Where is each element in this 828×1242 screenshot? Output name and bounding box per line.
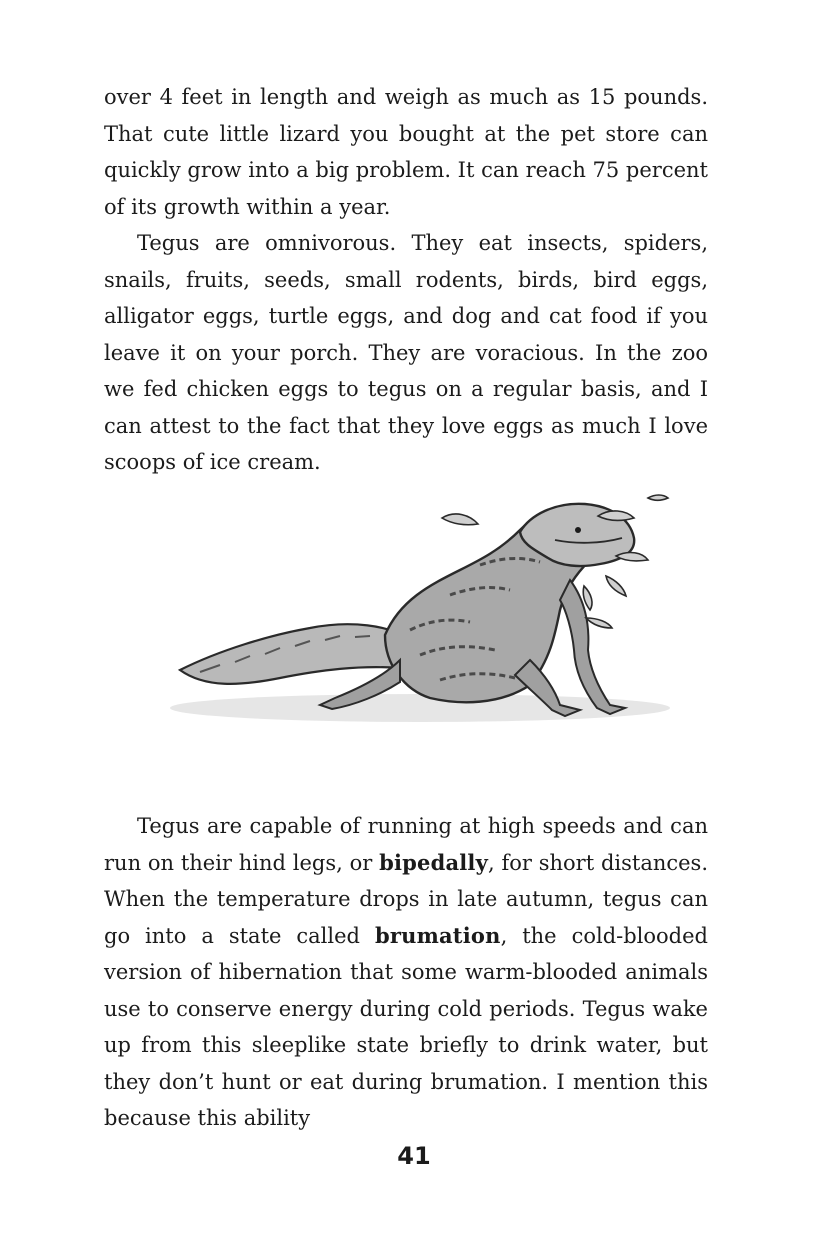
text-block-bottom bbox=[104, 808, 708, 1137]
tegu-tail bbox=[180, 624, 410, 684]
paragraph-part-1: Tegus are capable of running at high speeds and can run on their hind legs, or bbox=[104, 814, 708, 875]
paragraph-part-2: , for short distances. When the temperature drops in late autumn, tegus can go into a state called bbox=[104, 850, 709, 948]
paragraph-continuation: over 4 feet in length and weigh as much as 15 pounds. That cute little lizard you bought at the pet store can quickly grow into a big problem. It can reach 75 percent of its growth within a year. bbox=[104, 85, 708, 219]
term-bipedally: bipedally bbox=[379, 849, 489, 875]
paragraph-part-3: , the cold-blooded version of hibernation that some warm-blooded animals use to conserve energy during cold periods. Tegus wake up from this sleeplike state briefly to drink water, but they don’t hunt or eat during brumation. I mention this because this ability bbox=[104, 923, 708, 1130]
paragraph-tegu-diet: Tegus are omnivorous. They eat insects, spiders, snails, fruits, seeds, small rodents, birds, bird eggs, alligator eggs, turtle eggs, and dog and cat food if you leave it on your porch. They are voracious. In the zoo we fed chicken eggs to tegus on a regular basis, and I can attest to the fact that they love eggs as much I love scoops of ice cream. bbox=[104, 231, 708, 474]
term-brumation: brumation bbox=[374, 922, 501, 948]
page-number: 41 bbox=[397, 1142, 431, 1170]
paragraph-running-brumation bbox=[104, 808, 708, 1137]
tegu-eye bbox=[575, 527, 581, 533]
text-block-top bbox=[104, 79, 708, 481]
tegu-lizard-illustration bbox=[160, 460, 700, 800]
